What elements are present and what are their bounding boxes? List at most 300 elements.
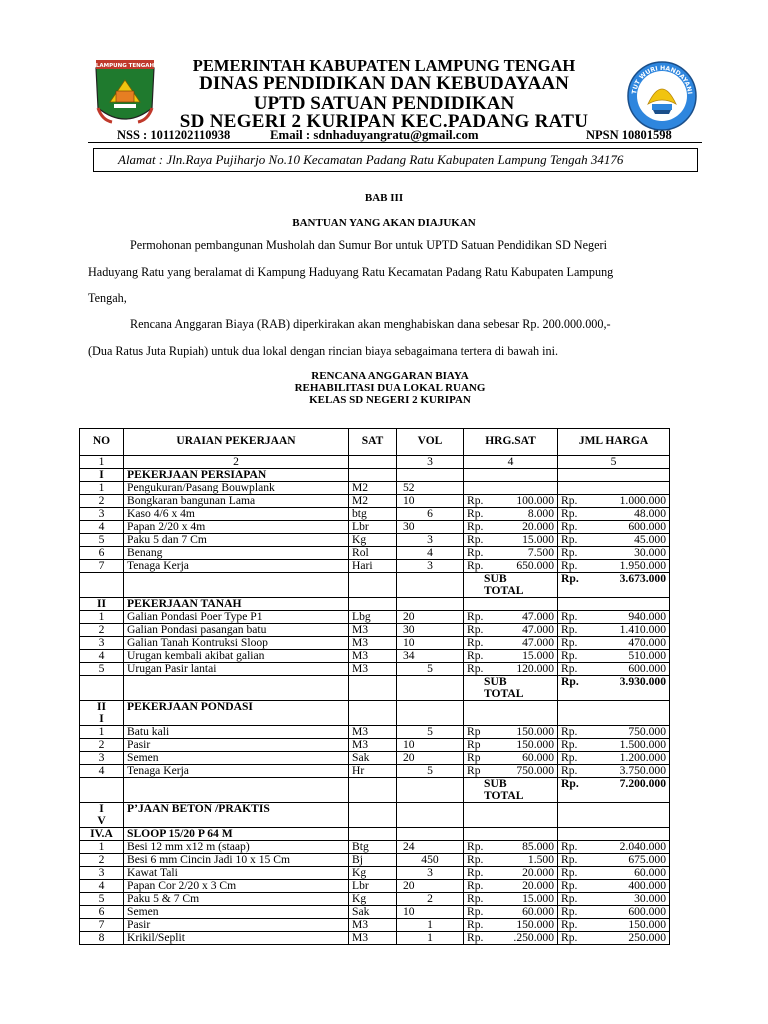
colnum-5: 5 [558, 456, 670, 469]
section-no [80, 803, 124, 828]
currency-label: Rp. [561, 572, 579, 585]
table-header-row [80, 429, 670, 456]
currency-label: Rp. [467, 879, 484, 892]
row-volume: 3 [397, 560, 464, 573]
row-volume: 1 [397, 919, 464, 932]
row-volume: 30 [397, 624, 464, 637]
table-row [80, 637, 670, 650]
row-no: 7 [80, 919, 124, 932]
row-description: Papan Cor 2/20 x 3 Cm [124, 880, 349, 893]
row-unit-price [464, 893, 558, 906]
row-description: Krikil/Seplit [124, 932, 349, 945]
amount-value: 30.000 [634, 546, 666, 559]
row-total-price [558, 560, 670, 573]
amount-value: 1.410.000 [619, 623, 666, 636]
paragraph-1-line-2: Haduyang Ratu yang beralamat di Kampung Haduyang Ratu Kecamatan Padang Ratu Kabupaten Lampung [88, 265, 614, 279]
empty-cell [464, 469, 558, 482]
amount-value: 15.000 [522, 892, 554, 905]
row-total-price [558, 534, 670, 547]
row-unit-price [464, 547, 558, 560]
row-description: Besi 6 mm Cincin Jadi 10 x 15 Cm [124, 854, 349, 867]
amount-value: 60.000 [522, 905, 554, 918]
header-unit-price: HRG.SAT [464, 429, 558, 456]
section-title: PEKERJAAN TANAH [124, 598, 349, 611]
header-total-price: JML HARGA [558, 429, 670, 456]
row-total-price [558, 919, 670, 932]
amount-value: 600.000 [628, 520, 666, 533]
row-volume: 2 [397, 893, 464, 906]
row-total-price [558, 508, 670, 521]
currency-label: Rp. [561, 892, 578, 905]
empty-cell [397, 828, 464, 841]
table-row [80, 508, 670, 521]
currency-label: Rp. [467, 866, 484, 879]
table-row [80, 624, 670, 637]
address-box: Alamat : Jln.Raya Pujiharjo No.10 Kecamatan Padang Ratu Kabupaten Lampung Tengah 34176 [93, 148, 698, 172]
chapter-heading: BAB III [364, 192, 404, 204]
currency-label: Rp. [561, 777, 579, 790]
amount-value: 30.000 [634, 892, 666, 905]
row-unit-price [464, 482, 558, 495]
currency-label: Rp. [467, 623, 484, 636]
row-unit: Lbg [349, 611, 397, 624]
row-total-price [558, 854, 670, 867]
row-unit-price [464, 765, 558, 778]
row-description: Pasir [124, 739, 349, 752]
row-unit: Kg [349, 534, 397, 547]
amount-value: 20.000 [522, 866, 554, 879]
currency-label: Rp. [467, 559, 484, 572]
row-volume: 10 [397, 739, 464, 752]
row-unit-price [464, 650, 558, 663]
row-total-price [558, 637, 670, 650]
colnum-3: 3 [397, 456, 464, 469]
amount-value: 150.000 [628, 918, 666, 931]
table-row [80, 726, 670, 739]
currency-label: Rp. [561, 866, 578, 879]
section-no: II [80, 598, 124, 611]
row-no: 8 [80, 932, 124, 945]
subtotal-row [80, 676, 670, 701]
letterhead-line-3: UPTD SATUAN PENDIDIKAN [253, 93, 515, 114]
row-no: 6 [80, 906, 124, 919]
row-volume: 6 [397, 508, 464, 521]
table-row [80, 765, 670, 778]
currency-label: Rp. [561, 853, 578, 866]
row-no: 4 [80, 521, 124, 534]
section-title: SLOOP 15/20 P 64 M [124, 828, 349, 841]
empty-cell [349, 828, 397, 841]
section-no-part-1: II [96, 700, 107, 713]
row-no: 7 [80, 560, 124, 573]
row-unit-price [464, 521, 558, 534]
section-no-part-2: I [99, 711, 104, 725]
row-unit: Bj [349, 854, 397, 867]
amount-value: 7.500 [527, 546, 554, 559]
currency-label: Rp. [561, 494, 578, 507]
amount-value: 750.000 [628, 725, 666, 738]
colnum-blank [349, 456, 397, 469]
row-volume: 52 [397, 482, 464, 495]
row-volume: 20 [397, 611, 464, 624]
section-row [80, 828, 670, 841]
empty-cell [397, 701, 464, 726]
npsn-number: NPSN 10801598 [586, 128, 672, 142]
row-unit-price [464, 919, 558, 932]
row-unit: Hr [349, 765, 397, 778]
section-title: P’JAAN BETON /PRAKTIS [124, 803, 349, 828]
section-row [80, 803, 670, 828]
row-no: 3 [80, 508, 124, 521]
currency-label: Rp. [467, 918, 484, 931]
currency-label: Rp. [561, 931, 578, 944]
subtotal-label [464, 573, 558, 598]
header-unit: SAT [349, 429, 397, 456]
row-no: 1 [80, 482, 124, 495]
row-total-price [558, 893, 670, 906]
currency-label: Rp. [467, 840, 484, 853]
empty-cell [349, 676, 397, 701]
row-unit: M2 [349, 482, 397, 495]
row-unit: M3 [349, 726, 397, 739]
amount-value: 47.000 [522, 636, 554, 649]
row-no: 2 [80, 624, 124, 637]
row-volume: 3 [397, 867, 464, 880]
row-volume: 20 [397, 752, 464, 765]
empty-cell [397, 598, 464, 611]
row-unit-price [464, 906, 558, 919]
amount-value: 47.000 [522, 610, 554, 623]
row-description: Tenaga Kerja [124, 765, 349, 778]
table-row [80, 495, 670, 508]
row-unit: Btg [349, 841, 397, 854]
row-unit: M3 [349, 637, 397, 650]
currency-label: Rp. [467, 546, 484, 559]
table-row [80, 663, 670, 676]
currency-label: Rp [467, 751, 481, 764]
subtotal-row [80, 573, 670, 598]
amount-value: 600.000 [628, 905, 666, 918]
row-total-price [558, 765, 670, 778]
section-row [80, 598, 670, 611]
currency-label: Rp. [467, 892, 484, 905]
amount-value: 85.000 [522, 840, 554, 853]
row-description: Galian Tanah Kontruksi Sloop [124, 637, 349, 650]
letterhead-school-name: SD NEGERI 2 KURIPAN KEC.PADANG RATU [179, 111, 589, 132]
currency-label: Rp. [467, 494, 484, 507]
row-unit: Lbr [349, 880, 397, 893]
currency-label: Rp. [561, 636, 578, 649]
row-total-price [558, 663, 670, 676]
subtotal-label [464, 676, 558, 701]
row-no: 3 [80, 637, 124, 650]
column-number-row [80, 456, 670, 469]
amount-value: 7.200.000 [619, 777, 666, 790]
currency-label: Rp. [561, 918, 578, 931]
empty-cell [397, 469, 464, 482]
row-unit: Kg [349, 867, 397, 880]
row-total-price [558, 726, 670, 739]
row-no: 4 [80, 880, 124, 893]
currency-label: Rp. [467, 636, 484, 649]
budget-table [79, 428, 670, 945]
currency-label: Rp. [467, 905, 484, 918]
currency-label: Rp. [561, 725, 578, 738]
empty-cell [124, 573, 349, 598]
amount-value: 940.000 [628, 610, 666, 623]
row-description: Kawat Tali [124, 867, 349, 880]
currency-label: Rp. [467, 662, 484, 675]
row-total-price [558, 752, 670, 765]
school-email: Email : sdnhaduyangratu@gmail.com [270, 128, 479, 142]
subtotal-label-1: SUB [484, 777, 507, 790]
row-unit: M3 [349, 624, 397, 637]
row-description: Galian Pondasi pasangan batu [124, 624, 349, 637]
logo-motto: TUT WURI HANDAYANI [631, 64, 693, 95]
empty-cell [349, 701, 397, 726]
section-row [80, 701, 670, 726]
subtotal-row [80, 778, 670, 803]
empty-cell [349, 598, 397, 611]
empty-cell [349, 573, 397, 598]
amount-value: 3.673.000 [619, 572, 666, 585]
empty-cell [397, 573, 464, 598]
amount-value: 750.000 [516, 764, 554, 777]
row-unit-price [464, 560, 558, 573]
row-volume: 5 [397, 726, 464, 739]
table-row [80, 560, 670, 573]
row-volume: 10 [397, 906, 464, 919]
currency-label: Rp. [561, 751, 578, 764]
currency-label: Rp. [561, 533, 578, 546]
row-description: Besi 12 mm x12 m (staap) [124, 841, 349, 854]
currency-label: Rp. [467, 533, 484, 546]
row-description: Papan 2/20 x 4m [124, 521, 349, 534]
currency-label: Rp. [561, 649, 578, 662]
empty-cell [349, 469, 397, 482]
empty-cell [464, 828, 558, 841]
row-unit-price [464, 495, 558, 508]
empty-cell [397, 778, 464, 803]
section-no-part-1: I [99, 802, 104, 815]
currency-label: Rp. [561, 905, 578, 918]
row-unit-price [464, 880, 558, 893]
row-unit: Sak [349, 906, 397, 919]
subtotal-label [464, 778, 558, 803]
row-no: 2 [80, 854, 124, 867]
row-no: 2 [80, 495, 124, 508]
amount-value: 400.000 [628, 879, 666, 892]
empty-cell [464, 598, 558, 611]
currency-label: Rp. [561, 764, 578, 777]
row-unit-price [464, 624, 558, 637]
row-description: Pengukuran/Pasang Bouwplank [124, 482, 349, 495]
chapter-title: BANTUAN YANG AKAN DIAJUKAN [292, 217, 476, 229]
row-total-price [558, 841, 670, 854]
currency-label: Rp. [561, 879, 578, 892]
row-description: Benang [124, 547, 349, 560]
section-title: PEKERJAAN PERSIAPAN [124, 469, 349, 482]
row-volume: 450 [397, 854, 464, 867]
paragraph-1-line-3: Tengah, [88, 291, 127, 305]
currency-label: Rp. [467, 520, 484, 533]
amount-value: 650.000 [516, 559, 554, 572]
currency-label: Rp. [561, 840, 578, 853]
amount-value: 15.000 [522, 533, 554, 546]
amount-value: 510.000 [628, 649, 666, 662]
row-unit-price [464, 534, 558, 547]
amount-value: 120.000 [516, 662, 554, 675]
row-unit-price [464, 611, 558, 624]
empty-cell [124, 676, 349, 701]
row-volume: 30 [397, 521, 464, 534]
currency-label: Rp. [561, 546, 578, 559]
row-volume: 1 [397, 932, 464, 945]
row-total-price [558, 867, 670, 880]
row-description: Kaso 4/6 x 4m [124, 508, 349, 521]
row-no: 2 [80, 739, 124, 752]
currency-label: Rp [467, 738, 481, 751]
row-unit-price [464, 854, 558, 867]
currency-label: Rp. [467, 610, 484, 623]
amount-value: 100.000 [516, 494, 554, 507]
row-no: 3 [80, 752, 124, 765]
row-unit-price [464, 726, 558, 739]
rab-title-3: KELAS SD NEGERI 2 KURIPAN [309, 394, 471, 406]
empty-cell [558, 803, 670, 828]
paragraph-1-line-1: Permohonan pembangunan Musholah dan Sumur Bor untuk UPTD Satuan Pendidikan SD Negeri [130, 238, 607, 252]
colnum-2: 2 [124, 456, 349, 469]
row-volume: 10 [397, 495, 464, 508]
currency-label: Rp. [561, 610, 578, 623]
empty-cell [349, 803, 397, 828]
amount-value: 60.000 [522, 751, 554, 764]
nss-number: NSS : 1011202110938 [117, 128, 231, 142]
currency-label: Rp. [467, 507, 484, 520]
row-volume: 3 [397, 534, 464, 547]
currency-label: Rp. [561, 559, 578, 572]
row-volume: 24 [397, 841, 464, 854]
empty-cell [397, 676, 464, 701]
row-unit: M3 [349, 663, 397, 676]
table-row [80, 547, 670, 560]
row-no: 1 [80, 841, 124, 854]
subtotal-label-2: TOTAL [484, 686, 524, 700]
table-row [80, 611, 670, 624]
amount-value: 15.000 [522, 649, 554, 662]
row-total-price [558, 906, 670, 919]
row-unit-price [464, 867, 558, 880]
amount-value: 47.000 [522, 623, 554, 636]
amount-value: 150.000 [516, 725, 554, 738]
letterhead [0, 0, 768, 150]
amount-value: 3.750.000 [619, 764, 666, 777]
row-description: Urugan kembali akibat galian [124, 650, 349, 663]
table-row [80, 919, 670, 932]
row-unit-price [464, 932, 558, 945]
currency-label: Rp. [467, 931, 484, 944]
amount-value: 675.000 [628, 853, 666, 866]
row-unit-price [464, 752, 558, 765]
emblem-label: LAMPUNG TENGAH [95, 63, 155, 69]
letterhead-line-1: PEMERINTAH KABUPATEN LAMPUNG TENGAH [192, 56, 576, 75]
amount-value: .250.000 [513, 931, 554, 944]
subtotal-value [558, 573, 670, 598]
row-total-price [558, 611, 670, 624]
table-row [80, 841, 670, 854]
letterhead-line-2: DINAS PENDIDIKAN DAN KEBUDAYAAN [199, 73, 569, 94]
currency-label: Rp. [561, 623, 578, 636]
table-row [80, 534, 670, 547]
row-description: Paku 5 & 7 Cm [124, 893, 349, 906]
currency-label: Rp. [561, 738, 578, 751]
subtotal-value [558, 778, 670, 803]
row-unit: btg [349, 508, 397, 521]
empty-cell [80, 573, 124, 598]
row-total-price [558, 650, 670, 663]
row-unit-price [464, 637, 558, 650]
section-title: PEKERJAAN PONDASI [124, 701, 349, 726]
row-total-price [558, 932, 670, 945]
subtotal-label-1: SUB [484, 572, 507, 585]
subtotal-label-2: TOTAL [484, 583, 524, 597]
currency-label: Rp. [561, 520, 578, 533]
header-volume: VOL [397, 429, 464, 456]
section-no: IV.A [80, 828, 124, 841]
section-no [80, 701, 124, 726]
row-volume: 34 [397, 650, 464, 663]
table-row [80, 482, 670, 495]
row-unit-price [464, 841, 558, 854]
row-unit: Rol [349, 547, 397, 560]
currency-label: Rp. [467, 649, 484, 662]
row-no: 1 [80, 611, 124, 624]
amount-value: 8.000 [527, 507, 554, 520]
currency-label: Rp [467, 764, 481, 777]
row-unit: M3 [349, 739, 397, 752]
row-description: Tenaga Kerja [124, 560, 349, 573]
empty-cell [349, 778, 397, 803]
row-unit: M2 [349, 495, 397, 508]
row-unit: M3 [349, 919, 397, 932]
amount-value: 1.200.000 [619, 751, 666, 764]
table-row [80, 893, 670, 906]
row-volume: 20 [397, 880, 464, 893]
row-volume: 4 [397, 547, 464, 560]
empty-cell [558, 598, 670, 611]
empty-cell [558, 701, 670, 726]
empty-cell [80, 778, 124, 803]
empty-cell [464, 701, 558, 726]
empty-cell [558, 469, 670, 482]
empty-cell [124, 778, 349, 803]
table-row [80, 867, 670, 880]
colnum-4: 4 [464, 456, 558, 469]
amount-value: 150.000 [516, 918, 554, 931]
row-total-price [558, 547, 670, 560]
row-description: Urugan Pasir lantai [124, 663, 349, 676]
row-volume: 5 [397, 663, 464, 676]
row-total-price [558, 880, 670, 893]
row-unit-price [464, 739, 558, 752]
currency-label: Rp. [561, 662, 578, 675]
row-no: 3 [80, 867, 124, 880]
row-description: Paku 5 dan 7 Cm [124, 534, 349, 547]
row-no: 4 [80, 765, 124, 778]
table-row [80, 650, 670, 663]
row-total-price [558, 482, 670, 495]
row-unit: Hari [349, 560, 397, 573]
